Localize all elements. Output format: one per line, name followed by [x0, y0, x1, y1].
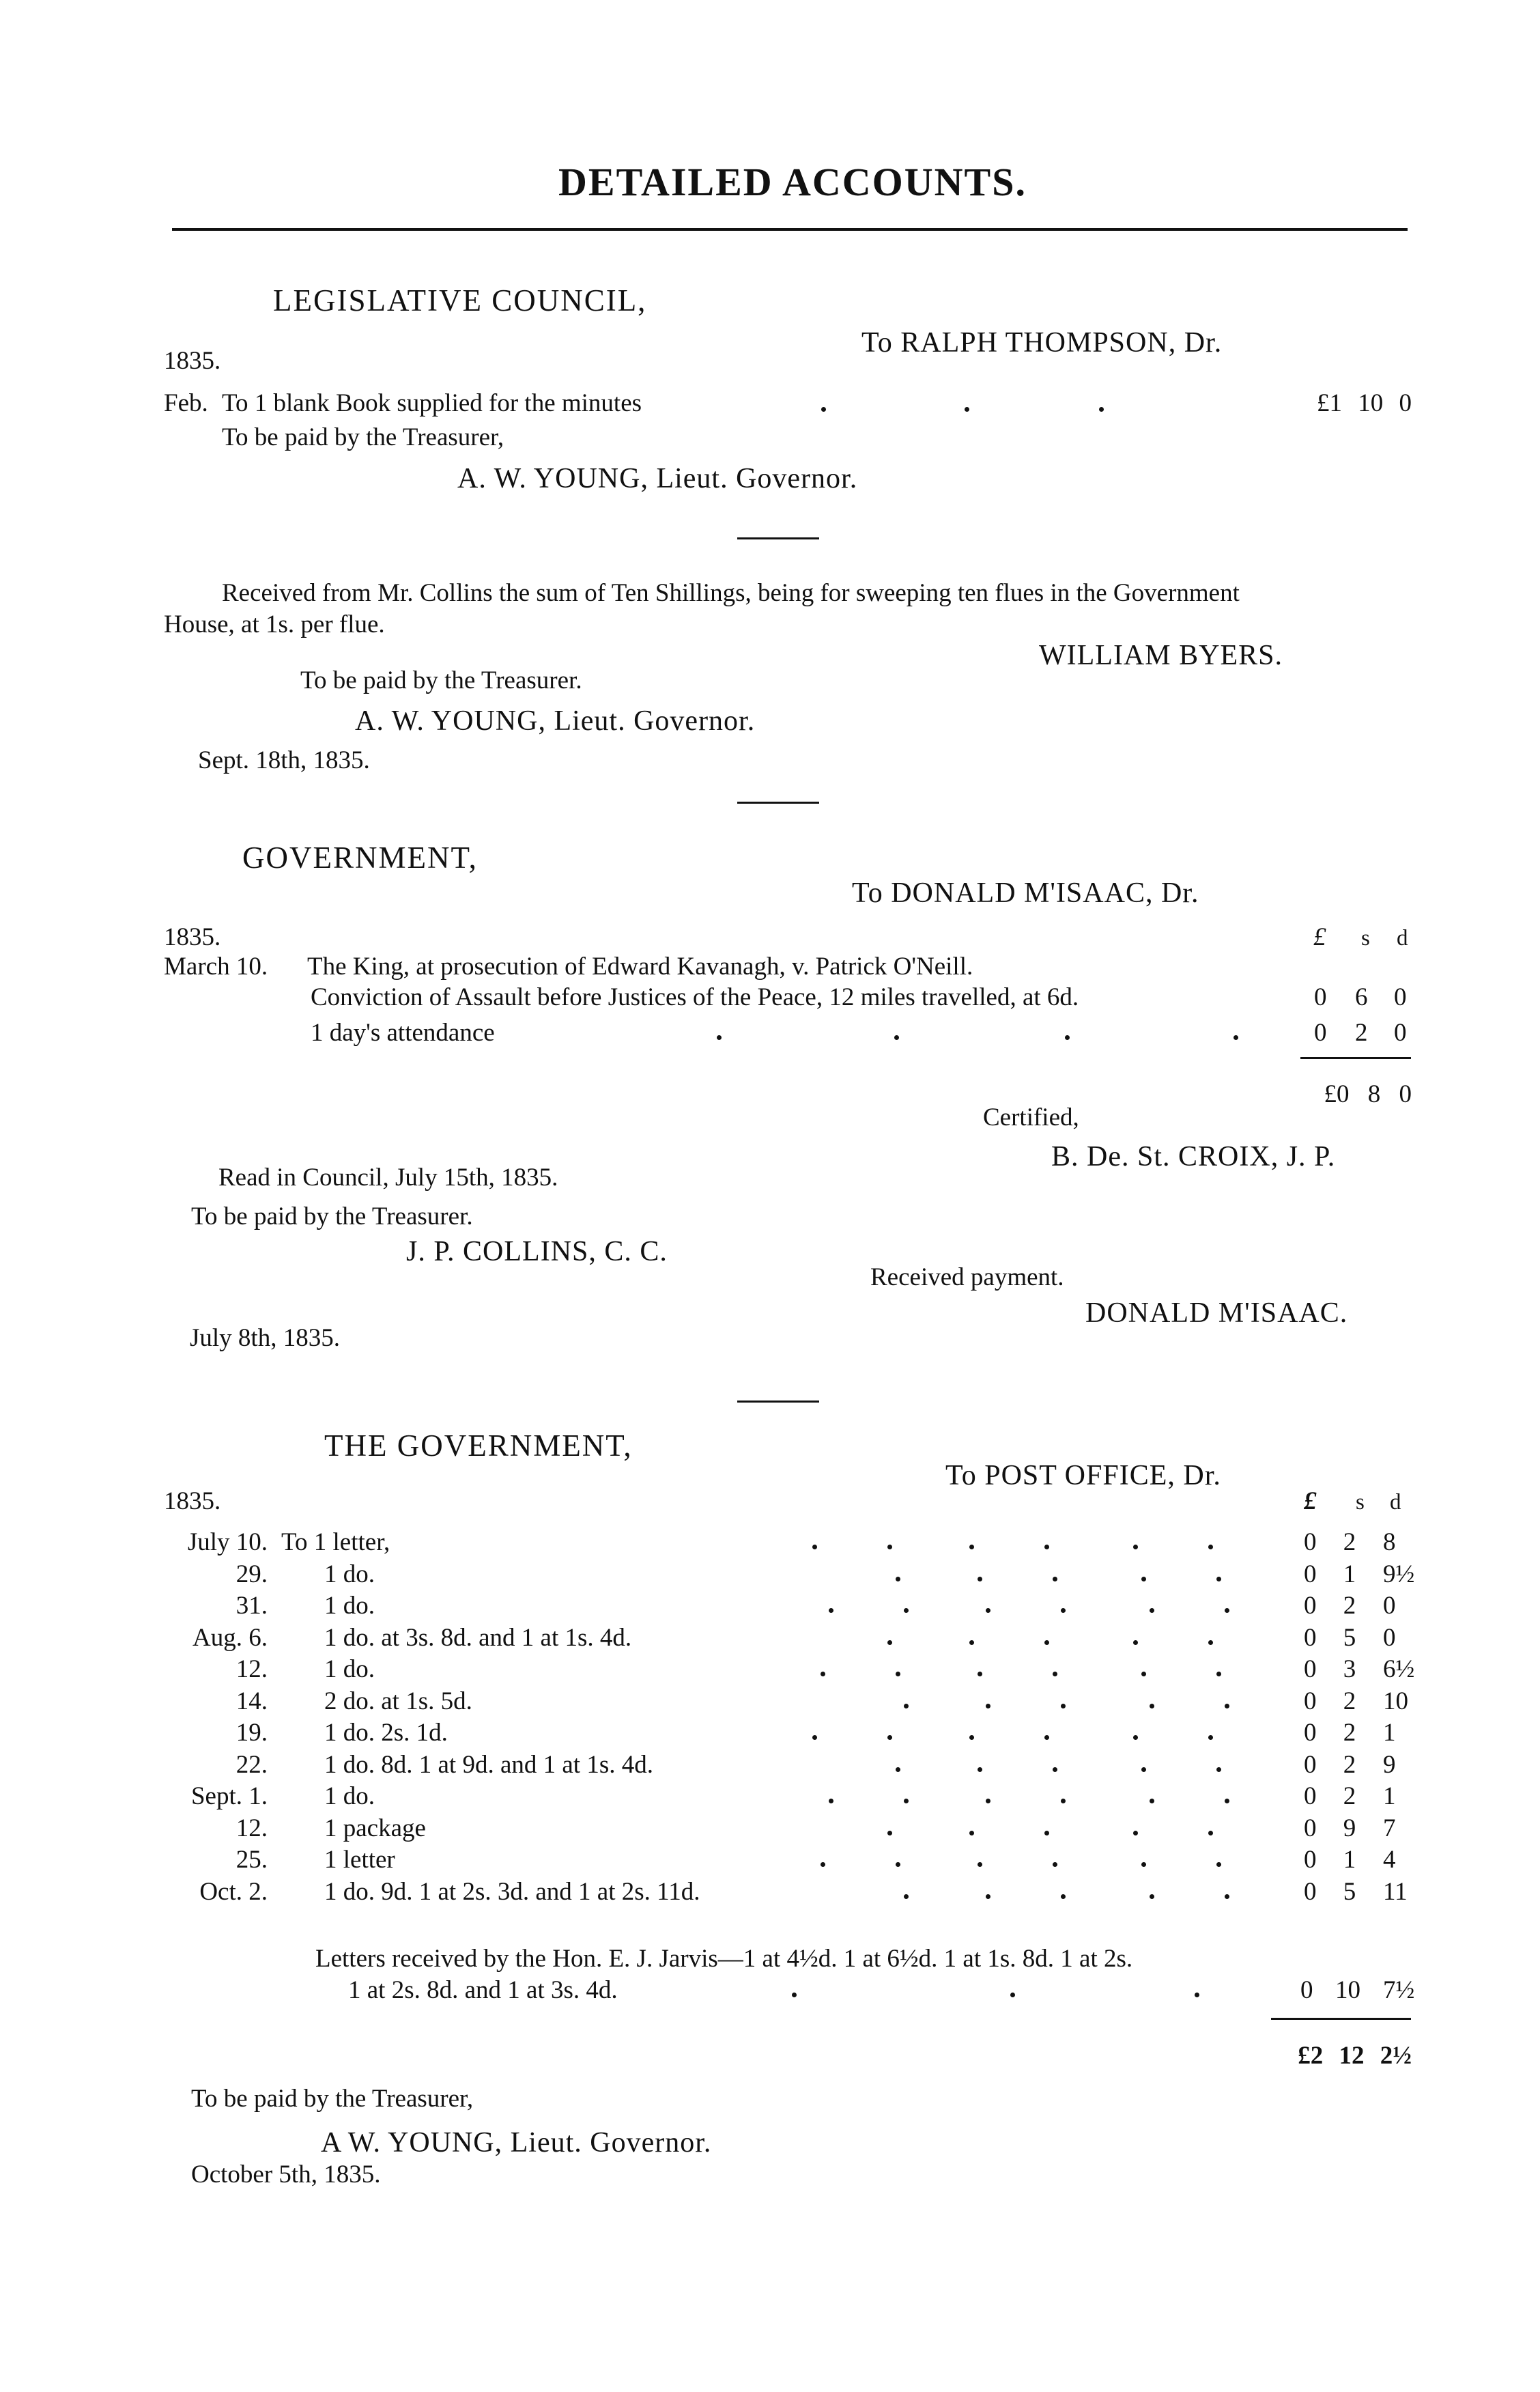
ledger-item: 1 do. 9d. 1 at 2s. 3d. and 1 at 2s. 11d. — [324, 1878, 700, 1906]
leader-dot — [1141, 1862, 1146, 1867]
leader-dot — [1061, 1799, 1066, 1803]
byers-receipt-line1: Received from Mr. Collins the sum of Ten Shillings, being for sweeping ten flues in the Government — [222, 579, 1240, 607]
leader-dot — [887, 1640, 892, 1645]
ledger-pence: 8 — [1383, 1528, 1396, 1556]
ledger-pounds: 0 — [1304, 1592, 1317, 1620]
ledger-pence: 9½ — [1383, 1560, 1415, 1588]
ledger-item: 1 do. at 3s. 8d. and 1 at 1s. 4d. — [324, 1624, 632, 1652]
ledger-item: 1 do. — [324, 1655, 375, 1683]
ledger-item: 1 do. — [324, 1560, 375, 1588]
leader-dot — [1133, 1545, 1138, 1549]
ledger-date: 14. — [236, 1687, 268, 1715]
leader-dot — [887, 1831, 892, 1835]
misaac-line3-d: 0 — [1394, 1019, 1407, 1047]
leader-dot — [1099, 407, 1104, 412]
ledger-pence: 6½ — [1383, 1655, 1415, 1683]
ledger-date: Aug. 6. — [192, 1624, 268, 1652]
ledger-shillings: 3 — [1343, 1655, 1356, 1683]
leader-dot — [1053, 1672, 1057, 1676]
misaac-payee: DONALD M'ISAAC. — [1085, 1297, 1348, 1329]
ledger-date: 25. — [236, 1846, 268, 1874]
thompson-order: To be paid by the Treasurer, — [222, 423, 504, 451]
leader-dot — [829, 1799, 833, 1803]
leader-dot — [1195, 1993, 1199, 1997]
leader-dot — [904, 1704, 909, 1708]
ledger-item: 1 do. — [324, 1782, 375, 1810]
page-title: DETAILED ACCOUNTS. — [558, 160, 1027, 204]
leader-dot — [812, 1735, 817, 1740]
postoffice-col-pound: £ — [1304, 1487, 1317, 1515]
leader-dot — [1141, 1767, 1146, 1772]
ledger-shillings: 2 — [1343, 1528, 1356, 1556]
ledger-item: To 1 letter, — [281, 1528, 390, 1556]
postoffice-creditor: To POST OFFICE, Dr. — [945, 1460, 1221, 1491]
leader-dot — [1053, 1767, 1057, 1772]
postoffice-jarvis-d: 7½ — [1383, 1976, 1415, 2004]
ledger-pence: 10 — [1383, 1687, 1408, 1715]
postoffice-jarvis-line1: Letters received by the Hon. E. J. Jarvis—1 at 4½d. 1 at 6½d. 1 at 1s. 8d. 1 at 2s. — [315, 1945, 1133, 1973]
leader-dot — [894, 1035, 899, 1040]
ledger-shillings: 2 — [1343, 1592, 1356, 1620]
leader-dot — [1053, 1577, 1057, 1581]
postoffice-jarvis-l: 0 — [1300, 1976, 1313, 2004]
byers-signer: WILLIAM BYERS. — [1039, 640, 1283, 671]
ledger-pounds: 0 — [1304, 1687, 1317, 1715]
ledger-pounds: 0 — [1304, 1719, 1317, 1747]
leader-dot — [1216, 1862, 1221, 1867]
postoffice-signature: A W. YOUNG, Lieut. Governor. — [321, 2127, 712, 2158]
leader-dot — [829, 1608, 833, 1613]
ledger-pounds: 0 — [1304, 1751, 1317, 1779]
misaac-line1: The King, at prosecution of Edward Kavanagh, v. Patrick O'Neill. — [307, 953, 973, 981]
byers-order: To be paid by the Treasurer. — [300, 666, 582, 694]
ledger-item: 1 package — [324, 1814, 426, 1842]
thompson-amount: £1 10 0 — [1317, 389, 1412, 417]
leader-dot — [1061, 1894, 1066, 1899]
leader-dot — [986, 1894, 990, 1899]
leader-dot — [978, 1577, 982, 1581]
postoffice-year: 1835. — [164, 1487, 221, 1515]
ledger-pence: 7 — [1383, 1814, 1396, 1842]
misaac-year: 1835. — [164, 923, 221, 951]
misaac-line2-d: 0 — [1394, 983, 1407, 1011]
leader-dot — [1234, 1035, 1238, 1040]
misaac-line3: 1 day's attendance — [311, 1019, 495, 1047]
leader-dot — [1065, 1035, 1070, 1040]
leader-dot — [1044, 1735, 1049, 1740]
ledger-pence: 4 — [1383, 1846, 1396, 1874]
misaac-col-pound: £ — [1313, 923, 1326, 951]
misaac-col-s: s — [1361, 926, 1370, 951]
ledger-shillings: 2 — [1343, 1782, 1356, 1810]
ledger-date: July 10. — [187, 1528, 268, 1556]
section-divider — [737, 1401, 819, 1403]
leader-dot — [1053, 1862, 1057, 1867]
leader-dot — [1150, 1704, 1154, 1708]
leader-dot — [1208, 1545, 1213, 1549]
ledger-pounds: 0 — [1304, 1846, 1317, 1874]
postoffice-date: October 5th, 1835. — [191, 2161, 381, 2189]
leader-dot — [1141, 1672, 1146, 1676]
misaac-certified: Certified, — [983, 1103, 1079, 1131]
ledger-pounds: 0 — [1304, 1624, 1317, 1652]
leader-dot — [887, 1735, 892, 1740]
ledger-date: 19. — [236, 1719, 268, 1747]
misaac-sum-rule — [1300, 1057, 1411, 1059]
misaac-line2: Conviction of Assault before Justices of the Peace, 12 miles travelled, at 6d. — [311, 983, 1079, 1011]
ledger-shillings: 5 — [1343, 1624, 1356, 1652]
ledger-item: 1 do. 8d. 1 at 9d. and 1 at 1s. 4d. — [324, 1751, 653, 1779]
leader-dot — [896, 1577, 900, 1581]
leader-dot — [1061, 1704, 1066, 1708]
thompson-creditor: To RALPH THOMPSON, Dr. — [861, 327, 1223, 358]
leader-dot — [1216, 1672, 1221, 1676]
ledger-pence: 0 — [1383, 1624, 1396, 1652]
ledger-pence: 1 — [1383, 1719, 1396, 1747]
leader-dot — [1216, 1767, 1221, 1772]
misaac-heading: GOVERNMENT, — [242, 841, 478, 875]
ledger-date: 12. — [236, 1655, 268, 1683]
leader-dot — [1044, 1545, 1049, 1549]
misaac-line3-s: 2 — [1355, 1019, 1368, 1047]
ledger-pounds: 0 — [1304, 1814, 1317, 1842]
misaac-certifier: B. De. St. CROIX, J. P. — [1051, 1141, 1336, 1172]
leader-dot — [812, 1545, 817, 1549]
misaac-col-d: d — [1397, 926, 1408, 951]
leader-dot — [978, 1862, 982, 1867]
misaac-read: Read in Council, July 15th, 1835. — [218, 1164, 558, 1192]
leader-dot — [969, 1735, 974, 1740]
leader-dot — [904, 1894, 909, 1899]
leader-dot — [896, 1862, 900, 1867]
leader-dot — [792, 1993, 797, 1997]
misaac-line2-l: 0 — [1314, 983, 1327, 1011]
postoffice-sum-rule — [1271, 2018, 1411, 2020]
ledger-shillings: 5 — [1343, 1878, 1356, 1906]
leader-dot — [1010, 1993, 1015, 1997]
misaac-received: Received payment. — [870, 1263, 1064, 1291]
byers-date: Sept. 18th, 1835. — [198, 746, 370, 774]
leader-dot — [969, 1545, 974, 1549]
leader-dot — [887, 1545, 892, 1549]
section-divider — [737, 802, 819, 804]
leader-dot — [1044, 1831, 1049, 1835]
misaac-order: To be paid by the Treasurer. — [191, 1202, 473, 1230]
leader-dot — [986, 1704, 990, 1708]
thompson-signature: A. W. YOUNG, Lieut. Governor. — [457, 463, 858, 494]
postoffice-total: £2 12 2½ — [1298, 2042, 1412, 2070]
ledger-pounds: 0 — [1304, 1782, 1317, 1810]
leader-dot — [1141, 1577, 1146, 1581]
leader-dot — [1044, 1640, 1049, 1645]
ledger-date: Oct. 2. — [199, 1878, 268, 1906]
ledger-date: 29. — [236, 1560, 268, 1588]
postoffice-heading: THE GOVERNMENT, — [324, 1429, 633, 1463]
leader-dot — [1225, 1799, 1229, 1803]
leader-dot — [904, 1799, 909, 1803]
misaac-creditor: To DONALD M'ISAAC, Dr. — [852, 877, 1199, 909]
ledger-shillings: 2 — [1343, 1719, 1356, 1747]
misaac-dated: July 8th, 1835. — [190, 1324, 340, 1352]
ledger-pounds: 0 — [1304, 1560, 1317, 1588]
leader-dot — [1150, 1608, 1154, 1613]
ledger-date: 12. — [236, 1814, 268, 1842]
leader-dot — [717, 1035, 722, 1040]
ledger-shillings: 1 — [1343, 1560, 1356, 1588]
leader-dot — [896, 1767, 900, 1772]
leader-dot — [1133, 1735, 1138, 1740]
postoffice-jarvis-s: 10 — [1335, 1976, 1360, 2004]
leader-dot — [969, 1831, 974, 1835]
leader-dot — [1133, 1831, 1138, 1835]
ledger-pence: 9 — [1383, 1751, 1396, 1779]
byers-signature: A. W. YOUNG, Lieut. Governor. — [355, 705, 756, 737]
leader-dot — [1208, 1735, 1213, 1740]
leader-dot — [978, 1767, 982, 1772]
ledger-date: 22. — [236, 1751, 268, 1779]
leader-dot — [1208, 1640, 1213, 1645]
ledger-pounds: 0 — [1304, 1878, 1317, 1906]
thompson-item: To 1 blank Book supplied for the minutes — [222, 389, 642, 417]
misaac-date: March 10. — [164, 953, 268, 981]
leader-dot — [1225, 1894, 1229, 1899]
ledger-shillings: 9 — [1343, 1814, 1356, 1842]
byers-receipt-line2: House, at 1s. per flue. — [164, 610, 385, 638]
leader-dot — [1208, 1831, 1213, 1835]
misaac-line3-l: 0 — [1314, 1019, 1327, 1047]
leader-dot — [1133, 1640, 1138, 1645]
misaac-line2-s: 6 — [1355, 983, 1368, 1011]
leader-dot — [1150, 1799, 1154, 1803]
ledger-item: 1 do. — [324, 1592, 375, 1620]
thompson-month: Feb. — [164, 389, 208, 417]
ledger-item: 2 do. at 1s. 5d. — [324, 1687, 472, 1715]
ledger-pounds: 0 — [1304, 1655, 1317, 1683]
leader-dot — [1150, 1894, 1154, 1899]
thompson-year: 1835. — [164, 347, 221, 375]
leader-dot — [1061, 1608, 1066, 1613]
leader-dot — [986, 1799, 990, 1803]
leader-dot — [1225, 1704, 1229, 1708]
ledger-item: 1 letter — [324, 1846, 395, 1874]
ledger-pence: 0 — [1383, 1592, 1396, 1620]
ledger-item: 1 do. 2s. 1d. — [324, 1719, 448, 1747]
leader-dot — [904, 1608, 909, 1613]
ledger-shillings: 2 — [1343, 1751, 1356, 1779]
ledger-shillings: 2 — [1343, 1687, 1356, 1715]
postoffice-jarvis-line2: 1 at 2s. 8d. and 1 at 3s. 4d. — [348, 1976, 618, 2004]
ledger-date: 31. — [236, 1592, 268, 1620]
leader-dot — [1216, 1577, 1221, 1581]
misaac-clerk: J. P. COLLINS, C. C. — [406, 1236, 668, 1267]
postoffice-col-d: d — [1390, 1490, 1401, 1515]
section-divider — [737, 537, 819, 539]
title-rule — [172, 228, 1408, 231]
leader-dot — [821, 1672, 825, 1676]
ledger-shillings: 1 — [1343, 1846, 1356, 1874]
misaac-total: £0 8 0 — [1324, 1080, 1412, 1108]
ledger-pence: 11 — [1383, 1878, 1408, 1906]
leader-dot — [965, 407, 969, 412]
postoffice-order: To be paid by the Treasurer, — [191, 2085, 474, 2113]
ledger-pence: 1 — [1383, 1782, 1396, 1810]
leader-dot — [978, 1672, 982, 1676]
leader-dot — [821, 407, 826, 412]
leader-dot — [1225, 1608, 1229, 1613]
leader-dot — [986, 1608, 990, 1613]
ledger-pounds: 0 — [1304, 1528, 1317, 1556]
ledger-date: Sept. 1. — [190, 1782, 268, 1810]
thompson-heading: LEGISLATIVE COUNCIL, — [273, 283, 647, 318]
leader-dot — [969, 1640, 974, 1645]
leader-dot — [821, 1862, 825, 1867]
leader-dot — [896, 1672, 900, 1676]
postoffice-col-s: s — [1356, 1490, 1365, 1515]
